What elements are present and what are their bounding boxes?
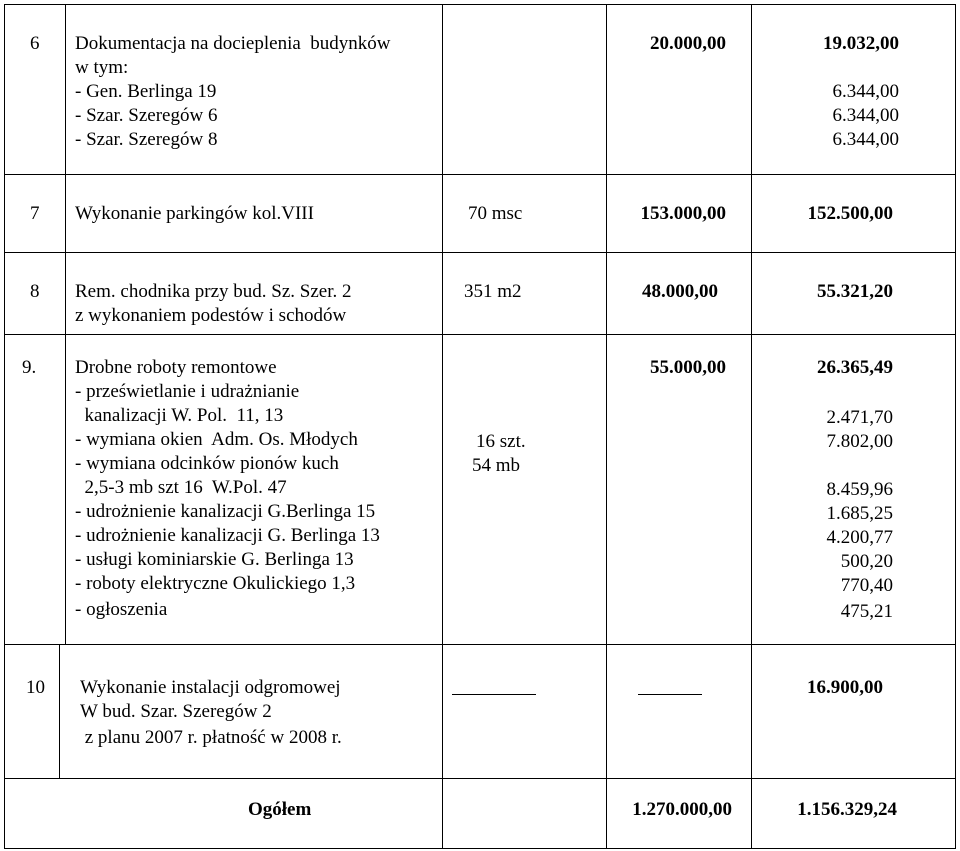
col-divider-3 xyxy=(606,4,607,849)
row-9-exec-10: 475,21 xyxy=(840,601,893,622)
row-9-exec-8: 500,20 xyxy=(840,551,893,572)
row-9-desc-4: - wymiana odcinków pionów kuch xyxy=(75,453,339,474)
total-exec: 1.156.329,24 xyxy=(797,799,897,820)
row-9-exec-3: 7.802,00 xyxy=(826,431,893,452)
row-9-qty-0: 16 szt. xyxy=(476,431,526,452)
row-6-desc-2: - Gen. Berlinga 19 xyxy=(75,81,217,102)
row-9-desc-6: - udrożnienie kanalizacji G.Berlinga 15 xyxy=(75,501,376,522)
row-8-desc-0: Rem. chodnika przy bud. Sz. Szer. 2 xyxy=(75,281,352,302)
row-7-exec-0: 152.500,00 xyxy=(807,203,893,224)
row-10-number: 10 xyxy=(26,677,45,698)
col-divider-2 xyxy=(442,4,443,849)
row-9-desc-2: kanalizacji W. Pol. 11, 13 xyxy=(75,405,284,426)
row-8-qty-0: 351 m2 xyxy=(464,281,522,302)
row-9-number: 9. xyxy=(22,357,37,378)
row-9-exec-7: 4.200,77 xyxy=(826,527,893,548)
row-9-desc-9: - roboty elektryczne Okulickiego 1,3 xyxy=(75,573,356,594)
row-6-exec-3: 6.344,00 xyxy=(832,105,899,126)
row-7-number: 7 xyxy=(30,203,40,224)
row-9-exec-9: 770,40 xyxy=(840,575,893,596)
total-plan: 1.270.000,00 xyxy=(632,799,732,820)
row-8-plan: 48.000,00 xyxy=(642,281,718,302)
row-6-exec-4: 6.344,00 xyxy=(832,129,899,150)
row-9-desc-1: - prześwietlanie i udrażnianie xyxy=(75,381,300,402)
row-9-desc-7: - udrożnienie kanalizacji G. Berlinga 13 xyxy=(75,525,380,546)
row-divider-3 xyxy=(4,334,956,335)
row-9-desc-5: 2,5-3 mb szt 16 W.Pol. 47 xyxy=(75,477,287,498)
row-divider-5 xyxy=(4,778,956,779)
col-divider-4 xyxy=(751,4,752,849)
row-6-plan: 20.000,00 xyxy=(650,33,726,54)
row-10-desc-1: W bud. Szar. Szeregów 2 xyxy=(80,701,272,722)
row-9-plan: 55.000,00 xyxy=(650,357,726,378)
row-9-qty-1: 54 mb xyxy=(472,455,521,476)
row-7-qty-0: 70 msc xyxy=(468,203,523,224)
row-divider-1 xyxy=(4,174,956,175)
row-divider-2 xyxy=(4,252,956,253)
row-6-desc-1: w tym: xyxy=(75,57,129,78)
row-7-desc-0: Wykonanie parkingów kol.VIII xyxy=(75,203,314,224)
row-divider-4 xyxy=(4,644,956,645)
row-10-desc-2: z planu 2007 r. płatność w 2008 r. xyxy=(80,727,342,748)
row-9-desc-8: - usługi kominiarskie G. Berlinga 13 xyxy=(75,549,354,570)
row-6-exec-0: 19.032,00 xyxy=(823,33,899,54)
row-8-desc-1: z wykonaniem podestów i schodów xyxy=(75,305,347,326)
row-8-exec-0: 55.321,20 xyxy=(817,281,893,302)
row-9-exec-6: 1.685,25 xyxy=(826,503,893,524)
row-10-plan-blank-line xyxy=(638,680,702,695)
row-6-number: 6 xyxy=(30,33,40,54)
row-6-exec-2: 6.344,00 xyxy=(832,81,899,102)
row-9-exec-2: 2.471,70 xyxy=(826,407,893,428)
row-9-desc-0: Drobne roboty remontowe xyxy=(75,357,277,378)
row-6-desc-0: Dokumentacja na docieplenia budynków xyxy=(75,33,391,54)
row-7-plan: 153.000,00 xyxy=(640,203,726,224)
row-9-exec-5: 8.459,96 xyxy=(826,479,893,500)
row-9-desc-3: - wymiana okien Adm. Os. Młodych xyxy=(75,429,358,450)
total-label: Ogółem xyxy=(248,799,312,820)
row-8-number: 8 xyxy=(30,281,40,302)
row-9-desc-10: - ogłoszenia xyxy=(75,599,168,620)
row-9-exec-0: 26.365,49 xyxy=(817,357,893,378)
row-10-exec-0: 16.900,00 xyxy=(807,677,883,698)
col-divider-1b xyxy=(59,644,60,778)
row-6-desc-4: - Szar. Szeregów 8 xyxy=(75,129,218,150)
row-10-qty-blank-line xyxy=(452,680,536,695)
col-divider-1 xyxy=(65,4,66,644)
row-10-desc-0: Wykonanie instalacji odgromowej xyxy=(80,677,341,698)
row-6-desc-3: - Szar. Szeregów 6 xyxy=(75,105,218,126)
